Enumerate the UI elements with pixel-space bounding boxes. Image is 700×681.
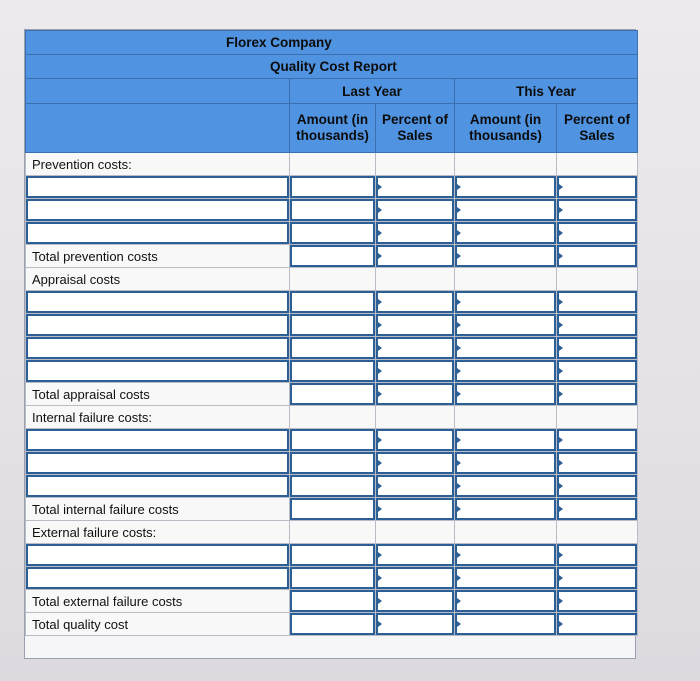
this-year-percent-input[interactable] [557, 567, 638, 590]
this-year-amount-input[interactable] [455, 291, 557, 314]
cost-item-input[interactable] [26, 567, 290, 590]
last-year-amount-input[interactable] [290, 337, 376, 360]
last-year-percent-input[interactable] [376, 613, 455, 636]
this-year-percent-input[interactable] [557, 199, 638, 222]
table-row [26, 383, 638, 406]
row-label: External failure costs: [26, 521, 290, 544]
table-row [26, 544, 638, 567]
this-year-percent-cell [557, 406, 638, 429]
header-blank [26, 79, 290, 104]
last-year-percent-cell [376, 406, 455, 429]
last-year-percent-input[interactable] [376, 544, 455, 567]
row-label: Total quality cost [26, 613, 290, 636]
this-year-percent-input[interactable] [557, 245, 638, 268]
this-year-percent-input[interactable] [557, 452, 638, 475]
this-year-amount-cell [455, 268, 557, 291]
table-row [26, 337, 638, 360]
cost-item-input[interactable] [26, 544, 290, 567]
table-row [26, 613, 638, 636]
cost-item-input[interactable] [26, 337, 290, 360]
last-year-percent-cell [376, 268, 455, 291]
table-row [26, 314, 638, 337]
table-row [26, 475, 638, 498]
table-row [26, 153, 638, 176]
row-label: Total appraisal costs [26, 383, 290, 406]
this-year-amount-header: Amount (in thousands) [455, 104, 557, 153]
last-year-percent-header: Percent of Sales [376, 104, 455, 153]
last-year-amount-input[interactable] [290, 199, 376, 222]
row-label: Total external failure costs [26, 590, 290, 613]
last-year-percent-input[interactable] [376, 383, 455, 406]
this-year-percent-input[interactable] [557, 475, 638, 498]
last-year-percent-input[interactable] [376, 567, 455, 590]
table-row [26, 176, 638, 199]
this-year-percent-input[interactable] [557, 613, 638, 636]
row-label: Internal failure costs: [26, 406, 290, 429]
cost-item-input[interactable] [26, 429, 290, 452]
this-year-percent-cell [557, 521, 638, 544]
this-year-percent-input[interactable] [557, 222, 638, 245]
this-year-amount-input[interactable] [455, 452, 557, 475]
last-year-percent-input[interactable] [376, 498, 455, 521]
last-year-amount-input[interactable] [290, 475, 376, 498]
this-year-amount-input[interactable] [455, 613, 557, 636]
last-year-percent-input[interactable] [376, 314, 455, 337]
this-year-amount-input[interactable] [455, 429, 557, 452]
last-year-amount-input[interactable] [290, 498, 376, 521]
this-year-amount-input[interactable] [455, 544, 557, 567]
table-row [26, 360, 638, 383]
this-year-amount-input[interactable] [455, 475, 557, 498]
this-year-percent-input[interactable] [557, 429, 638, 452]
last-year-header: Last Year [290, 79, 455, 104]
this-year-amount-input[interactable] [455, 314, 557, 337]
table-row [26, 222, 638, 245]
this-year-percent-input[interactable] [557, 544, 638, 567]
table-row [26, 521, 638, 544]
last-year-amount-input[interactable] [290, 360, 376, 383]
header-row-title [26, 55, 638, 79]
last-year-amount-input[interactable] [290, 383, 376, 406]
last-year-amount-input[interactable] [290, 222, 376, 245]
header-blank [26, 104, 290, 153]
table-row [26, 291, 638, 314]
this-year-percent-cell [557, 153, 638, 176]
last-year-percent-input[interactable] [376, 337, 455, 360]
quality-cost-report-table [25, 30, 638, 636]
last-year-amount-input[interactable] [290, 291, 376, 314]
this-year-amount-input[interactable] [455, 383, 557, 406]
cost-item-input[interactable] [26, 291, 290, 314]
this-year-percent-input[interactable] [557, 176, 638, 199]
last-year-amount-input[interactable] [290, 613, 376, 636]
last-year-amount-cell [290, 521, 376, 544]
last-year-percent-input[interactable] [376, 245, 455, 268]
last-year-percent-input[interactable] [376, 222, 455, 245]
company-name: Florex Company [26, 31, 638, 55]
last-year-amount-input[interactable] [290, 429, 376, 452]
row-label: Appraisal costs [26, 268, 290, 291]
row-label: Total prevention costs [26, 245, 290, 268]
row-label: Prevention costs: [26, 153, 290, 176]
cost-item-input[interactable] [26, 222, 290, 245]
last-year-percent-input[interactable] [376, 429, 455, 452]
this-year-amount-input[interactable] [455, 199, 557, 222]
last-year-percent-cell [376, 153, 455, 176]
last-year-percent-input[interactable] [376, 360, 455, 383]
this-year-percent-input[interactable] [557, 383, 638, 406]
cost-item-input[interactable] [26, 314, 290, 337]
last-year-amount-input[interactable] [290, 314, 376, 337]
this-year-amount-cell [455, 406, 557, 429]
last-year-percent-input[interactable] [376, 590, 455, 613]
table-row [26, 590, 638, 613]
this-year-amount-input[interactable] [455, 360, 557, 383]
this-year-amount-cell [455, 153, 557, 176]
table-row [26, 245, 638, 268]
this-year-percent-input[interactable] [557, 337, 638, 360]
this-year-percent-header: Percent of Sales [557, 104, 638, 153]
table-row [26, 268, 638, 291]
cost-item-input[interactable] [26, 475, 290, 498]
row-label: Total internal failure costs [26, 498, 290, 521]
last-year-percent-input[interactable] [376, 291, 455, 314]
cost-item-input[interactable] [26, 452, 290, 475]
last-year-amount-input[interactable] [290, 567, 376, 590]
table-row [26, 452, 638, 475]
report-title: Quality Cost Report [26, 55, 638, 79]
table-row [26, 429, 638, 452]
this-year-amount-input[interactable] [455, 176, 557, 199]
last-year-percent-input[interactable] [376, 452, 455, 475]
this-year-amount-input[interactable] [455, 245, 557, 268]
cost-item-input[interactable] [26, 360, 290, 383]
table-row [26, 406, 638, 429]
last-year-amount-input[interactable] [290, 245, 376, 268]
last-year-amount-input[interactable] [290, 590, 376, 613]
table-row [26, 498, 638, 521]
this-year-header: This Year [455, 79, 638, 104]
cost-item-input[interactable] [26, 176, 290, 199]
last-year-amount-cell [290, 153, 376, 176]
this-year-percent-input[interactable] [557, 314, 638, 337]
table-row [26, 199, 638, 222]
this-year-amount-input[interactable] [455, 337, 557, 360]
this-year-amount-input[interactable] [455, 498, 557, 521]
this-year-amount-input[interactable] [455, 222, 557, 245]
last-year-percent-cell [376, 521, 455, 544]
last-year-amount-input[interactable] [290, 452, 376, 475]
this-year-amount-input[interactable] [455, 567, 557, 590]
quality-cost-report-sheet [24, 29, 636, 659]
this-year-percent-cell [557, 268, 638, 291]
table-row [26, 567, 638, 590]
last-year-percent-input[interactable] [376, 475, 455, 498]
last-year-amount-input[interactable] [290, 544, 376, 567]
this-year-percent-input[interactable] [557, 360, 638, 383]
last-year-amount-header: Amount (in thousands) [290, 104, 376, 153]
header-row-columns [26, 104, 638, 153]
last-year-percent-input[interactable] [376, 176, 455, 199]
this-year-amount-cell [455, 521, 557, 544]
this-year-percent-input[interactable] [557, 291, 638, 314]
this-year-percent-input[interactable] [557, 498, 638, 521]
this-year-percent-input[interactable] [557, 590, 638, 613]
header-row-years [26, 79, 638, 104]
last-year-amount-input[interactable] [290, 176, 376, 199]
last-year-amount-cell [290, 268, 376, 291]
cost-item-input[interactable] [26, 199, 290, 222]
last-year-amount-cell [290, 406, 376, 429]
last-year-percent-input[interactable] [376, 199, 455, 222]
header-row-company [26, 31, 638, 55]
this-year-amount-input[interactable] [455, 590, 557, 613]
